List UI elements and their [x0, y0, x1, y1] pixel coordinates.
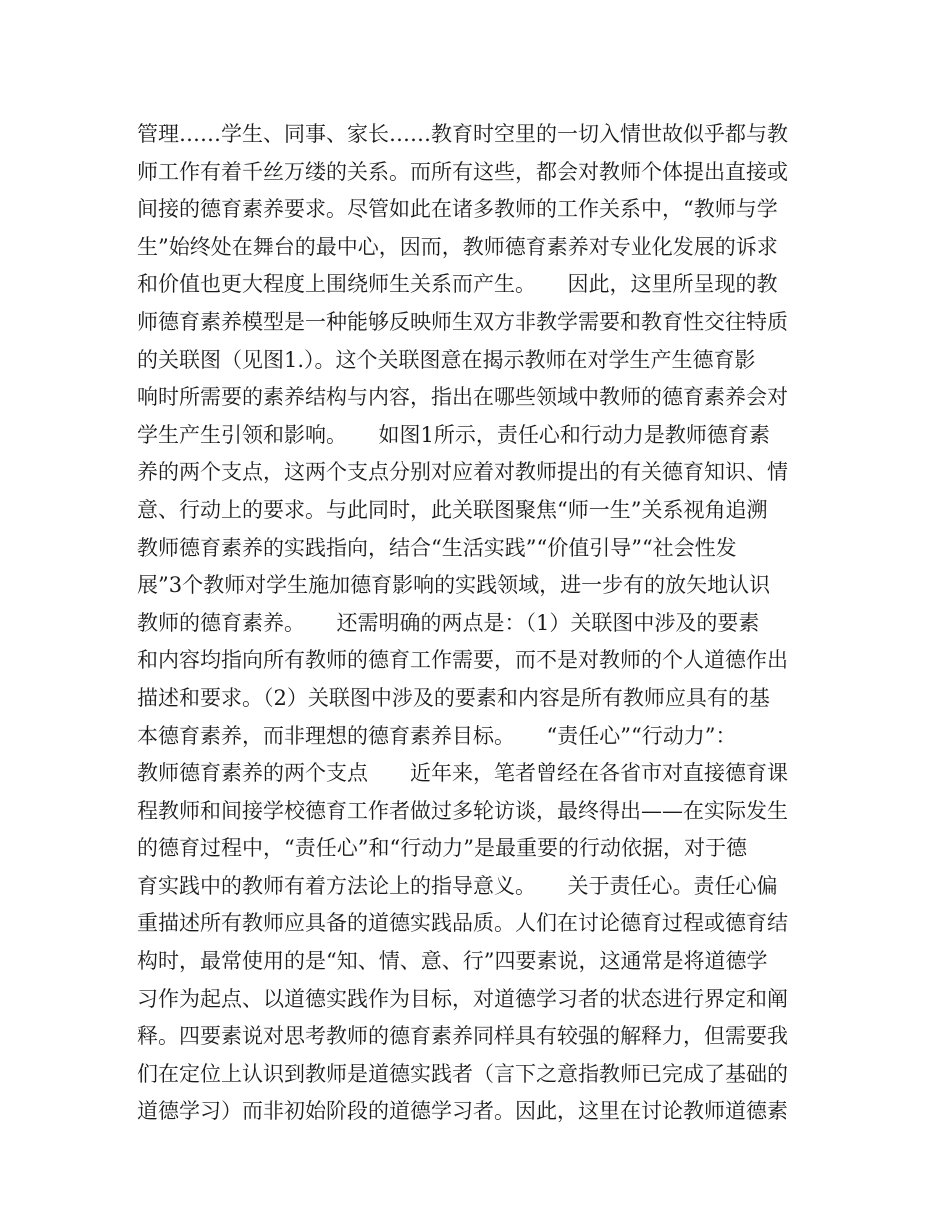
text-line: 意、行动上的要求。与此同时，此关联图聚焦“师一生”关系视角追溯 [137, 497, 768, 522]
text-line: 教师的德育素养。 还需明确的两点是：（1）关联图中涉及的要素 [137, 610, 760, 635]
text-line: 师德育素养模型是一种能够反映师生双方非教学需要和教育性交往特质 [137, 309, 788, 334]
text-line: 和价值也更大程度上围绕师生关系而产生。 因此，这里所呈现的教 [137, 272, 778, 297]
text-line: 的关联图（见图1.）。这个关联图意在揭示教师在对学生产生德育影 [137, 347, 756, 372]
text-line: 生”始终处在舞台的最中心，因而，教师德育素养对专业化发展的诉求 [137, 234, 778, 259]
text-line: 管理……学生、同事、家长……教育时空里的一切入情世故似乎都与教 [137, 122, 788, 146]
text-line: 教师德育素养的两个支点 近年来，笔者曾经在各省市对直接德育课 [137, 761, 788, 786]
text-line: 习作为起点、以道德实践作为目标，对道德学习者的状态进行界定和阐 [137, 986, 788, 1011]
text-line: 道德学习）而非初始阶段的道德学习者。因此，这里在讨论教师道德素 [137, 1099, 788, 1124]
text-line: 展”3个教师对学生施加德育影响的实践领域，进一步有的放矢地认识 [137, 573, 771, 598]
text-line: 本德育素养，而非理想的德育素养目标。 “责任心”“行动力”： [137, 723, 737, 748]
text-line: 学生产生引领和影响。 如图1所示，责任心和行动力是教师德育素 [137, 422, 770, 447]
text-line: 养的两个支点，这两个支点分别对应着对教师提出的有关德育知识、情 [137, 460, 788, 485]
text-line: 构时，最常使用的是“知、情、意、行”四要素说，这通常是将道德学 [137, 949, 768, 974]
text-line: 描述和要求。（2）关联图中涉及的要素和内容是所有教师应具有的基 [137, 685, 770, 710]
body-text [137, 116, 817, 1131]
text-line: 程教师和间接学校德育工作者做过多轮访谈，最终得出——在实际发生 [137, 798, 788, 823]
text-line: 和内容均指向所有教师的德育工作需要，而不是对教师的个人道德作出 [137, 648, 788, 673]
text-line: 育实践中的教师有着方法论上的指导意义。 关于责任心。责任心偏 [137, 873, 778, 898]
text-line: 们在定位上认识到教师是道德实践者（言下之意指教师已完成了基础的 [137, 1061, 788, 1086]
text-line: 重描述所有教师应具备的道德实践品质。人们在讨论德育过程或德育结 [137, 911, 788, 936]
text-line: 间接的德育素养要求。尽管如此在诸多教师的工作关系中，“教师与学 [137, 197, 778, 222]
text-line: 的德育过程中，“责任心”和“行动力”是最重要的行动依据，对于德 [137, 836, 747, 861]
text-line: 教师德育素养的实践指向，结合“生活实践”“价值引导”“社会性发 [137, 535, 737, 560]
text-line: 师工作有着千丝万缕的关系。而所有这些，都会对教师个体提出直接或 [137, 159, 788, 184]
text-line: 响时所需要的素养结构与内容，指出在哪些领域中教师的德育素养会对 [137, 385, 788, 410]
text-line: 释。四要素说对思考教师的德育素养同样具有较强的解释力，但需要我 [137, 1024, 788, 1049]
